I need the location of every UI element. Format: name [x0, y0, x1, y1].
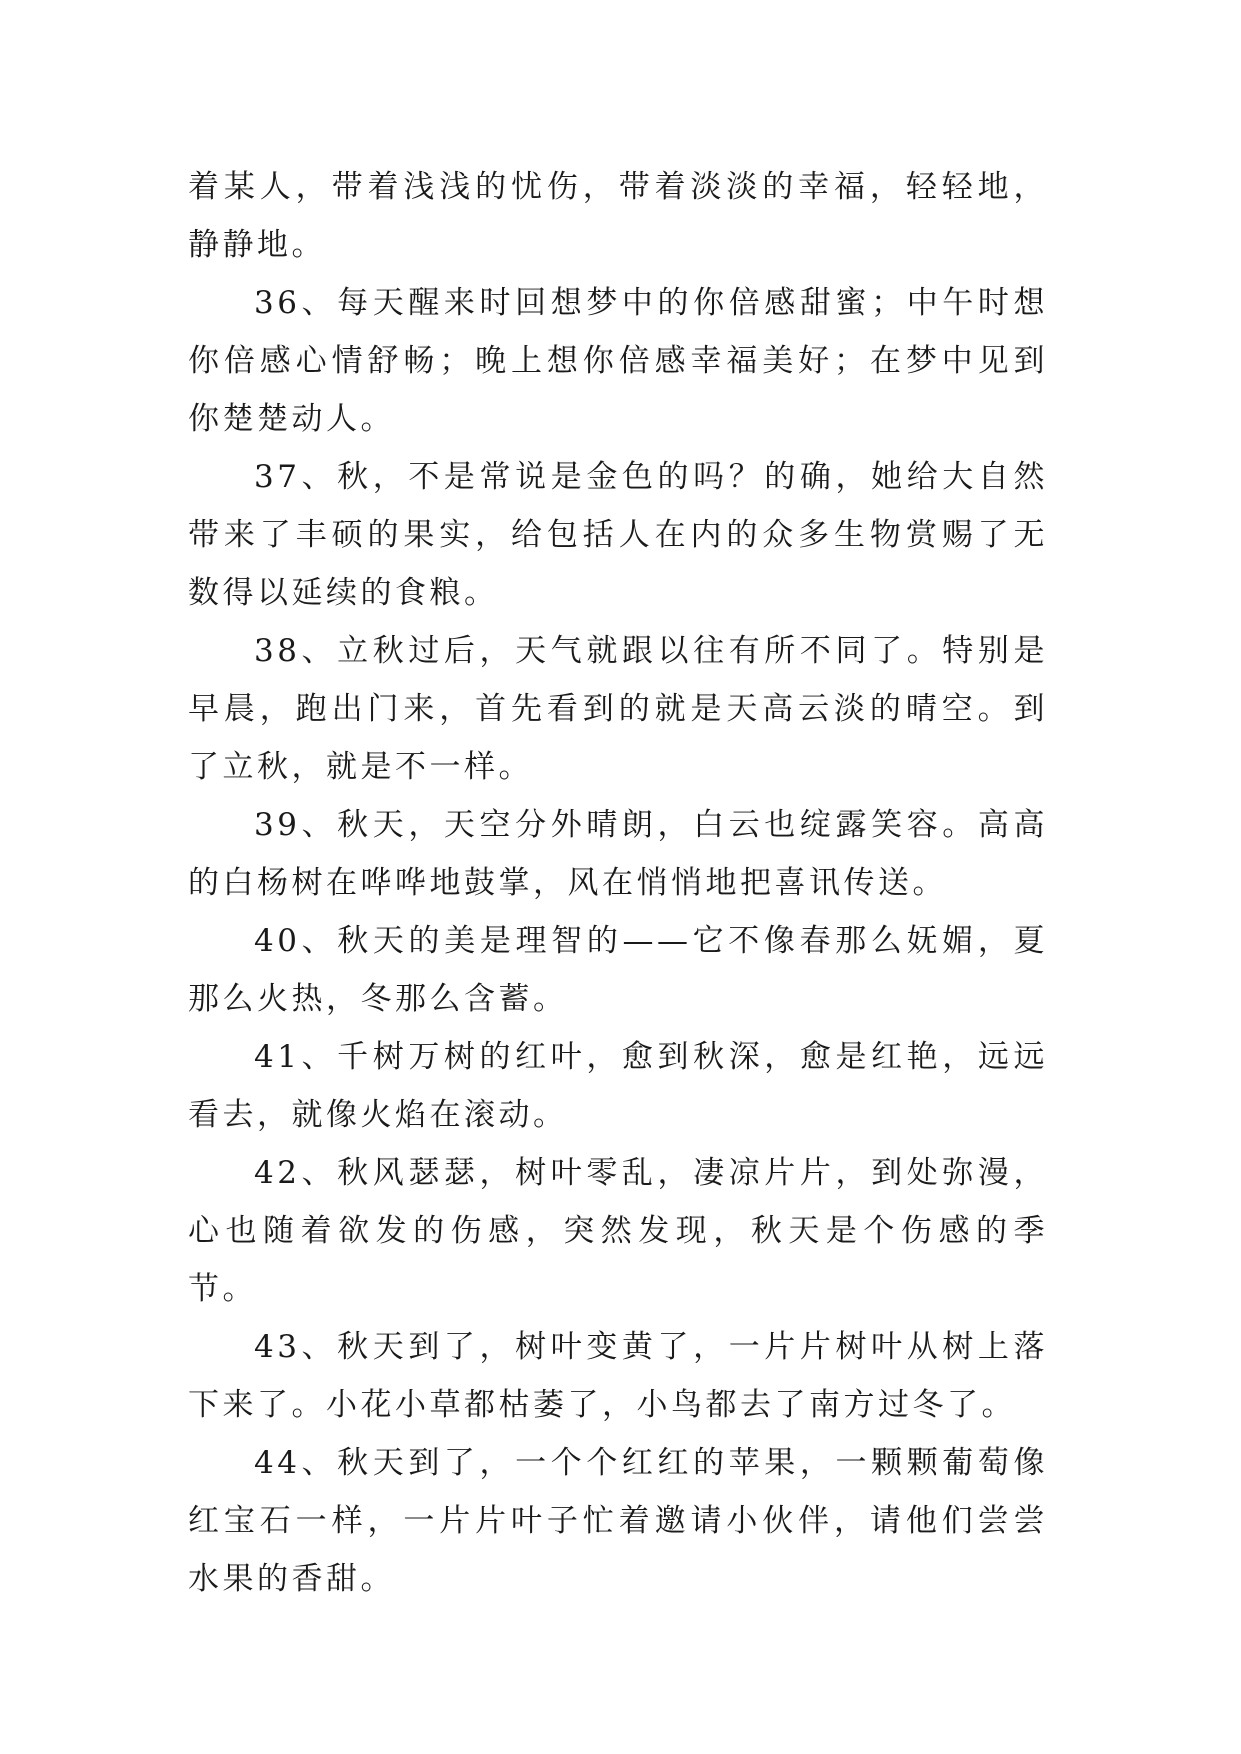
paragraph-36: 36、每天醒来时回想梦中的你倍感甜蜜；中午时想你倍感心情舒畅；晚上想你倍感幸福美好；在梦中见到你楚楚动人。: [188, 285, 1048, 437]
paragraph-40: 40、秋天的美是理智的——它不像春那么妩媚，夏那么火热，冬那么含蓄。: [188, 923, 1048, 1017]
body-text: [188, 158, 1048, 1608]
paragraph-39: 39、秋天，天空分外晴朗，白云也绽露笑容。高高的白杨树在哗哗地鼓掌，风在悄悄地把喜讯传送。: [188, 807, 1048, 901]
paragraph-38: 38、立秋过后，天气就跟以往有所不同了。特别是早晨，跑出门来，首先看到的就是天高云淡的晴空。到了立秋，就是不一样。: [188, 633, 1048, 785]
paragraph-37: 37、秋，不是常说是金色的吗？的确，她给大自然带来了丰硕的果实，给包括人在内的众多生物赏赐了无数得以延续的食粮。: [188, 459, 1048, 611]
paragraph-43: 43、秋天到了，树叶变黄了，一片片树叶从树上落下来了。小花小草都枯萎了，小鸟都去了南方过冬了。: [188, 1329, 1048, 1423]
paragraph-44: 44、秋天到了，一个个红红的苹果，一颗颗葡萄像红宝石一样，一片片叶子忙着邀请小伙伴，请他们尝尝水果的香甜。: [188, 1445, 1048, 1597]
paragraph-continuation: 着某人，带着浅浅的忧伤，带着淡淡的幸福，轻轻地，静静地。: [188, 169, 1048, 263]
paragraph-42: 42、秋风瑟瑟，树叶零乱，凄凉片片，到处弥漫，心也随着欲发的伤感，突然发现，秋天是个伤感的季节。: [188, 1155, 1048, 1307]
paragraph-41: 41、千树万树的红叶，愈到秋深，愈是红艳，远远看去，就像火焰在滚动。: [188, 1039, 1048, 1133]
